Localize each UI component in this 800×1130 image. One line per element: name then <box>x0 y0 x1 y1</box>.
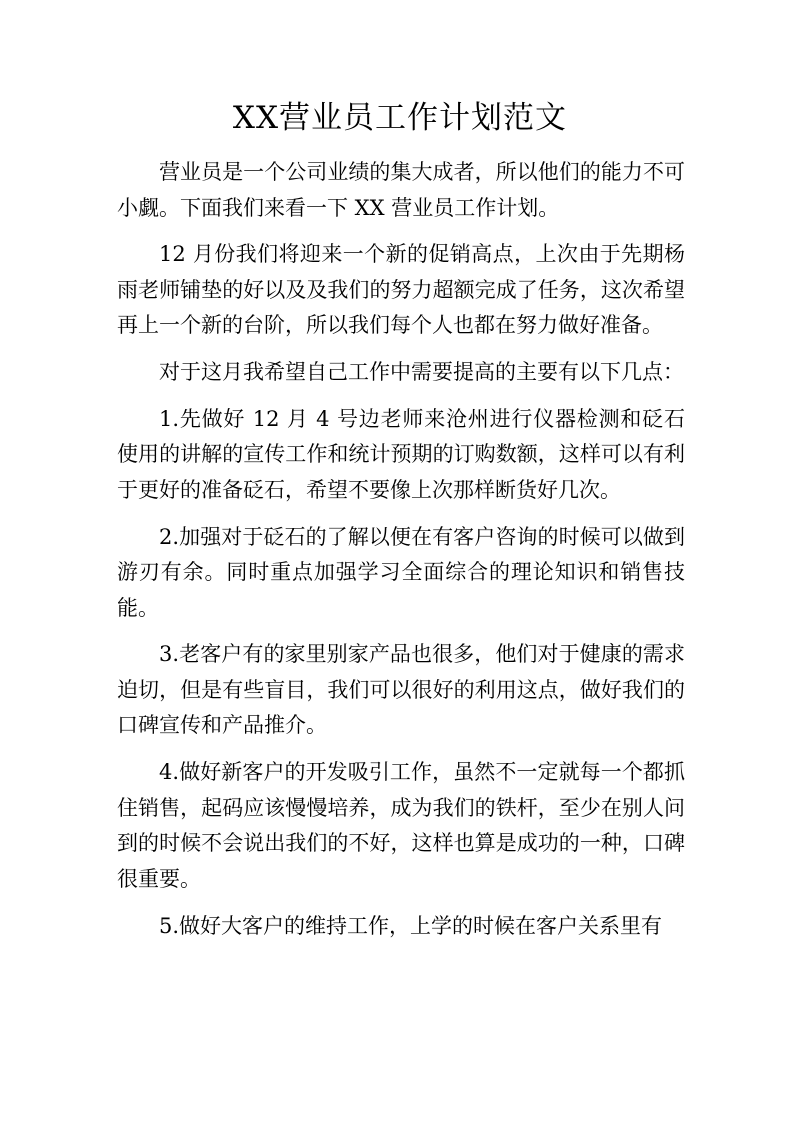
list-item-4: 4.做好新客户的开发吸引工作，虽然不一定就每一个都抓住销售，起码应该慢慢培养，成为我们的铁杆，至少在别人问到的时候不会说出我们的不好，这样也算是成功的一种，口碑很重要。 <box>117 760 685 891</box>
list-item-1: 1.先做好 12 月 4 号边老师来沧州进行仪器检测和砭石使用的讲解的宣传工作和统计预期的订购数额，这样可以有利于更好的准备砭石，希望不要像上次那样断货好几次。 <box>117 406 685 502</box>
document-title: XX营业员工作计划范文 <box>232 100 568 136</box>
paragraph-december-promotion: 12 月份我们将迎来一个新的促销高点，上次由于先期杨雨老师铺垫的好以及及我们的努力超额完成了任务，这次希望再上一个新的台阶，所以我们每个人也都在努力做好准备。 <box>117 242 685 338</box>
paragraph-improvement-points: 对于这月我希望自己工作中需要提高的主要有以下几点： <box>159 360 684 385</box>
list-item-2: 2.加强对于砭石的了解以便在有客户咨询的时候可以做到游刃有余。同时重点加强学习全面综合的理论知识和销售技能。 <box>117 524 685 620</box>
list-item-3: 3.老客户有的家里别家产品也很多，他们对于健康的需求迫切，但是有些盲目，我们可以很好的利用这点，做好我们的口碑宣传和产品推介。 <box>117 642 685 738</box>
list-item-5: 5.做好大客户的维持工作，上学的时候在客户关系里有 <box>159 913 663 938</box>
document-body <box>117 155 685 955</box>
paragraph-intro: 营业员是一个公司业绩的集大成者，所以他们的能力不可小觑。下面我们来看一下 XX 营业员工作计划。 <box>117 160 685 220</box>
